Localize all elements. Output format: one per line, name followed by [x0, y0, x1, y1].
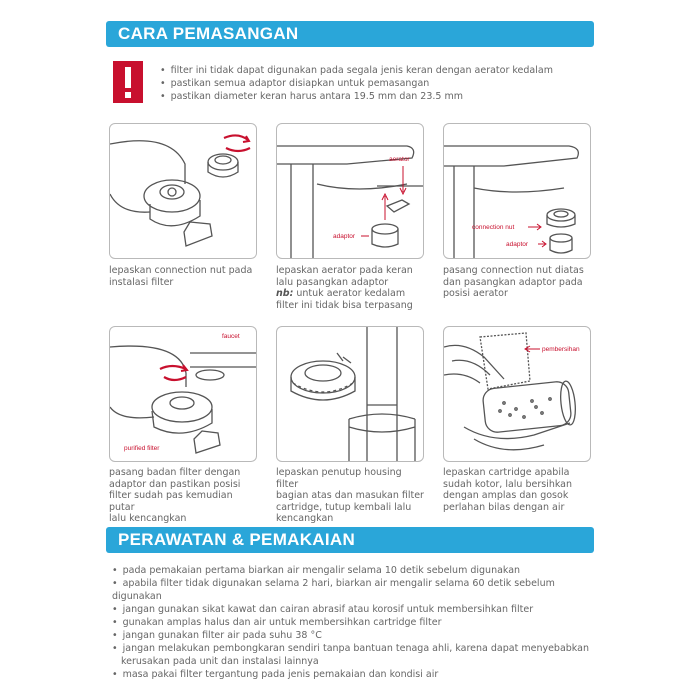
label-connection-nut: connection nut [472, 224, 515, 231]
caption-line: filter sudah pas kemudian putar [109, 490, 233, 513]
caption-line: dengan amplas dan gosok [443, 490, 569, 501]
care-item: • gunakan amplas halus dan air untuk membersihkan cartridge filter [112, 616, 592, 629]
step-3-caption [443, 265, 593, 300]
caption-line: filter ini tidak bisa terpasang [276, 299, 413, 311]
caption-line: lepaskan connection nut pada [109, 265, 253, 276]
caption-line: lepaskan cartridge apabila [443, 467, 570, 478]
step-4-illustration [109, 326, 257, 462]
warning-item: • filter ini tidak dapat digunakan pada segala jenis keran dengan aerator kedalam [160, 64, 553, 77]
caption-line: kencangkan [276, 513, 334, 524]
caption-line: lepaskan penutup housing filter [276, 467, 402, 490]
caption-line: perlahan bilas dengan air [443, 501, 565, 513]
step-6-illustration [443, 326, 591, 462]
label-adaptor: adaptor [333, 233, 356, 240]
warning-icon [113, 61, 143, 103]
caption-line: sudah kotor, lalu bersihkan [443, 478, 573, 490]
caption-line: lepaskan aerator pada keran [276, 265, 413, 276]
label-aerator: aerator [389, 156, 410, 163]
section-title-installation: CARA PEMASANGAN [106, 21, 594, 47]
care-item: • apabila filter tidak digunakan selama 2 hari, biarkan air mengalir selama 60 detik sebelum digunakan [112, 577, 592, 603]
caption-line: pasang badan filter dengan [109, 467, 241, 478]
label-faucet: faucet [222, 333, 240, 340]
step-5-caption [276, 467, 426, 525]
warning-item: • pastikan semua adaptor disiapkan untuk pemasangan [160, 77, 553, 90]
caption-line: instalasi filter [109, 276, 174, 288]
section-title-maintenance: PERAWATAN & PEMAKAIAN [106, 527, 594, 553]
label-purified-filter: purified filter [124, 445, 160, 452]
warning-list [160, 64, 553, 103]
caption-line: lalu pasangkan adaptor [276, 276, 389, 288]
label-adaptor: adaptor [506, 241, 529, 248]
caption-line: posisi aerator [443, 288, 508, 299]
step-1-illustration [109, 123, 257, 259]
caption-line: bagian atas dan masukan filter [276, 490, 424, 501]
warning-item: • pastikan diameter keran harus antara 19.5 mm dan 23.5 mm [160, 90, 553, 103]
step-2-caption [276, 265, 426, 311]
step-1-caption [109, 265, 259, 288]
caption-line: adaptor dan pastikan posisi [109, 478, 241, 490]
step-2-illustration [276, 123, 424, 259]
caption-line: pasang connection nut diatas [443, 265, 584, 276]
step-3-illustration [443, 123, 591, 259]
caption-line: cartridge, tutup kembali lalu [276, 501, 412, 513]
step-6-caption [443, 467, 593, 513]
care-item: • jangan gunakan filter air pada suhu 38 °C [112, 629, 592, 642]
step-5-illustration [276, 326, 424, 462]
care-item: • jangan gunakan sikat kawat dan cairan abrasif atau korosif untuk membersihkan filter [112, 603, 592, 616]
care-item: • jangan melakukan pembongkaran sendiri tanpa bantuan tenaga ahli, karena dapat menyebabkan [112, 642, 592, 655]
label-pembersihan: pembersihan [542, 346, 580, 353]
step-4-caption [109, 467, 259, 525]
caption-line: dan pasangkan adaptor pada [443, 276, 583, 288]
nb-label: nb: [276, 288, 294, 299]
caption-line: lalu kencangkan [109, 513, 187, 524]
care-list [112, 564, 592, 681]
caption-line: untuk aerator kedalam [293, 288, 406, 299]
care-item-continuation: kerusakan pada unit dan instalasi lainnya [121, 656, 319, 667]
care-item: • pada pemakaian pertama biarkan air mengalir selama 10 detik sebelum digunakan [112, 564, 592, 577]
care-item: • masa pakai filter tergantung pada jenis pemakaian dan kondisi air [112, 668, 592, 681]
